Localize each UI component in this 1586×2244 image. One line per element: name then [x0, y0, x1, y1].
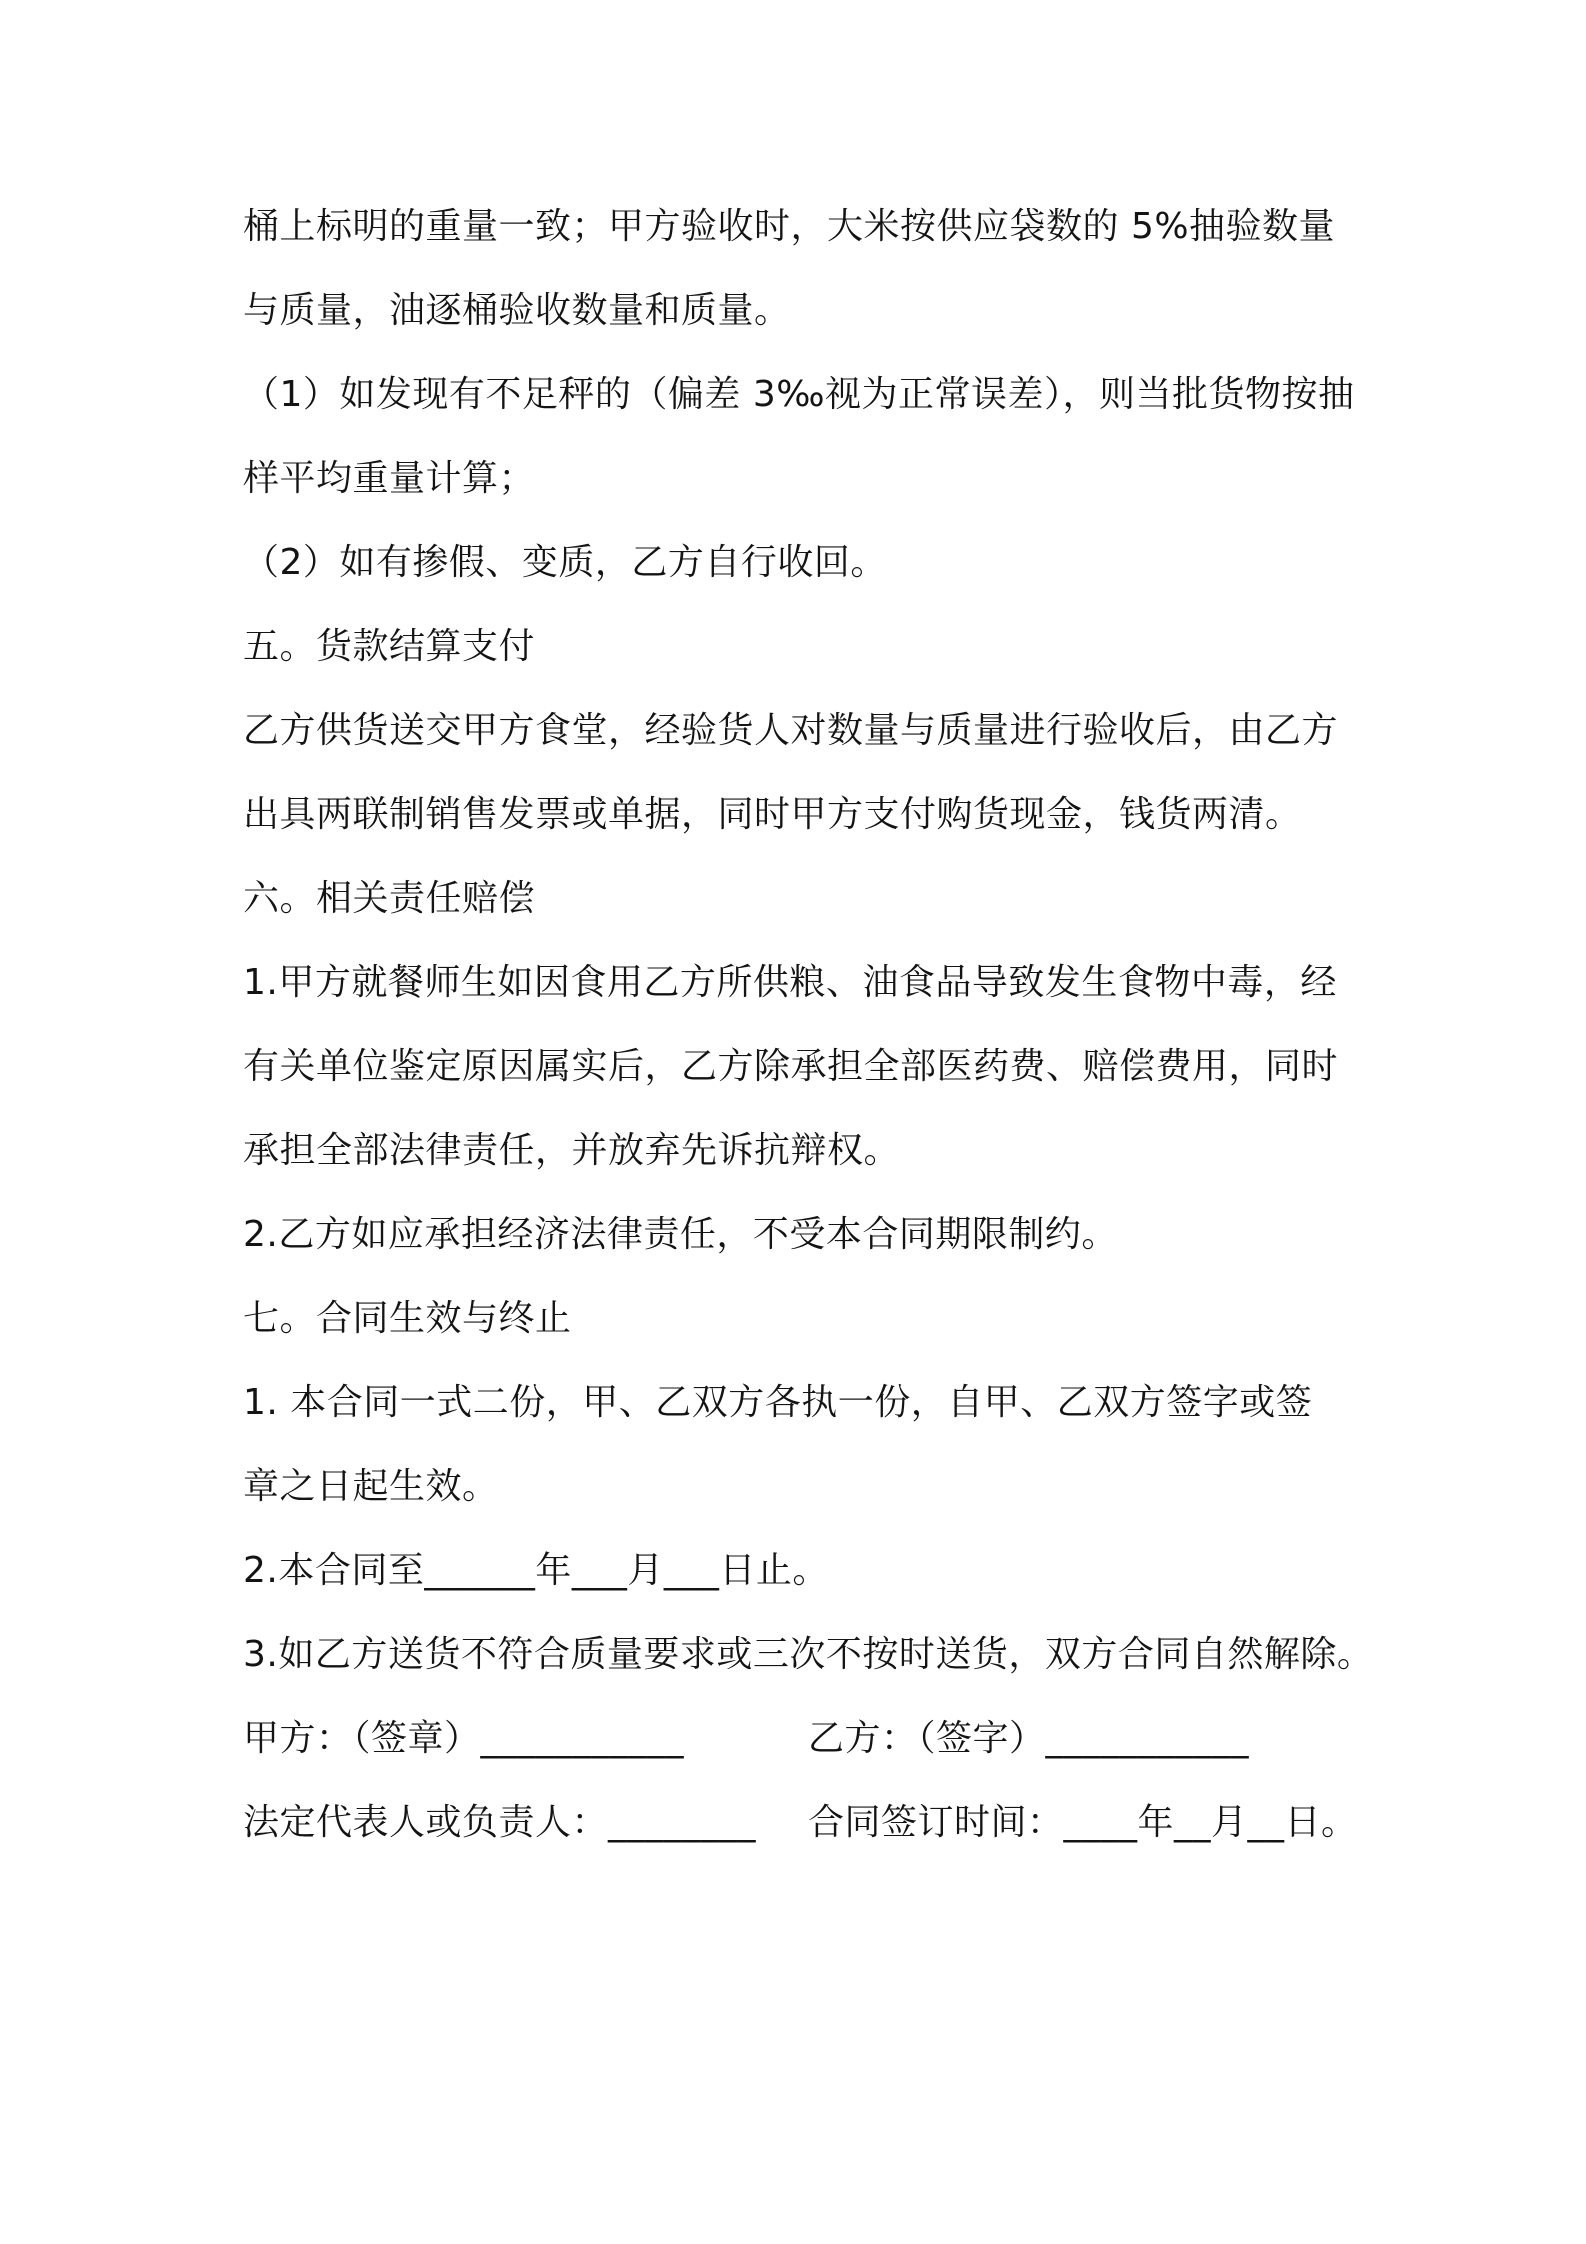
body-line: 有关单位鉴定原因属实后，乙方除承担全部医药费、赔偿费用，同时	[243, 1046, 1339, 1087]
body-line: 章之日起生效。	[243, 1466, 499, 1507]
section-heading: 七。合同生效与终止	[243, 1298, 572, 1339]
section-heading: 六。相关责任赔偿	[243, 878, 536, 919]
body-line: 出具两联制销售发票或单据，同时甲方支付购货现金，钱货两清。	[243, 794, 1302, 835]
sign-date: 合同签订时间：____年__月__日。	[808, 1802, 1358, 1843]
clause-item: （2）如有掺假、变质，乙方自行收回。	[243, 542, 887, 583]
body-line: 与质量，油逐桶验收数量和质量。	[243, 290, 791, 331]
clause-item: （1）如发现有不足秤的（偏差 3‰视为正常误差），则当批货物按抽	[243, 374, 1355, 415]
body-line: 桶上标明的重量一致；甲方验收时，大米按供应袋数的 5%抽验数量	[243, 206, 1336, 247]
clause-item: 1. 本合同一式二份，甲、乙双方各执一份，自甲、乙双方签字或签	[243, 1382, 1313, 1423]
section-heading: 五。货款结算支付	[243, 626, 536, 667]
clause-item: 3.如乙方送货不符合质量要求或三次不按时送货，双方合同自然解除。	[243, 1634, 1374, 1675]
representative-signature: 法定代表人或负责人：________	[243, 1802, 757, 1843]
clause-item: 2.本合同至______年___月___日止。	[243, 1550, 829, 1591]
party-a-signature: 甲方：（签章）___________	[243, 1718, 685, 1759]
party-b-signature: 乙方：（签字）___________	[808, 1718, 1250, 1759]
body-line: 承担全部法律责任，并放弃先诉抗辩权。	[243, 1130, 901, 1171]
body-line: 样平均重量计算；	[243, 458, 536, 499]
clause-item: 1.甲方就餐师生如因食用乙方所供粮、油食品导致发生食物中毒，经	[243, 962, 1337, 1003]
clause-item: 2.乙方如应承担经济法律责任，不受本合同期限制约。	[243, 1214, 1118, 1255]
body-line: 乙方供货送交甲方食堂，经验货人对数量与质量进行验收后，由乙方	[243, 710, 1339, 751]
